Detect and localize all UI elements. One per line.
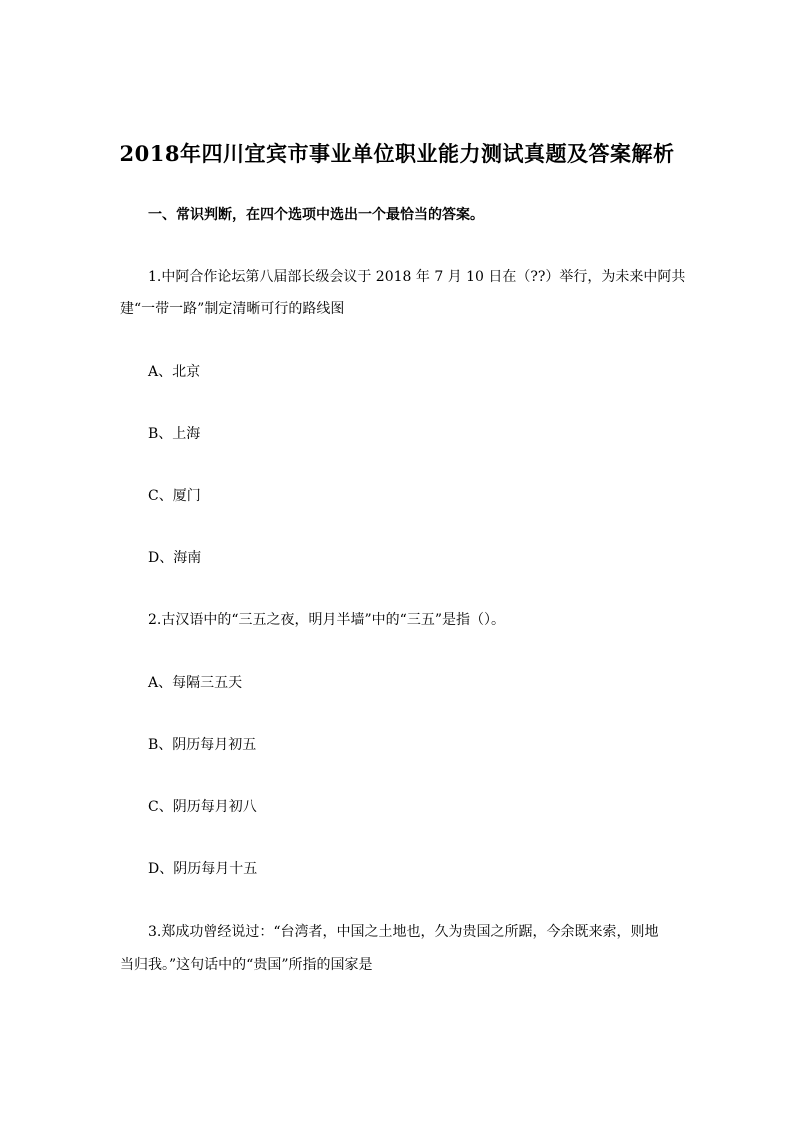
- question-3-text: 3.郑成功曾经说过：“台湾者，中国之土地也，久为贵国之所踞，今余既来索，则地: [148, 924, 659, 940]
- question-2-text: 2.古汉语中的“三五之夜，明月半墙”中的“三五”是指（）。: [148, 612, 505, 628]
- question-1-option-d: D、海南: [148, 550, 202, 566]
- question-1-option-a: A、北京: [148, 364, 201, 380]
- question-2-option-c: C、阴历每月初八: [148, 799, 257, 815]
- question-2-option-b: B、阴历每月初五: [148, 737, 257, 753]
- section-heading: 一、常识判断，在四个选项中选出一个最恰当的答案。: [148, 207, 484, 223]
- question-1-text: 1.中阿合作论坛第八届部长级会议于 2018 年 7 月 10 日在（??）举行，为未来中阿共: [148, 269, 686, 285]
- question-2-option-a: A、每隔三五天: [148, 675, 243, 691]
- page-title: 2018年四川宜宾市事业单位职业能力测试真题及答案解析: [119, 141, 675, 166]
- question-1-option-c: C、厦门: [148, 488, 201, 504]
- question-1-option-b: B、上海: [148, 426, 201, 442]
- question-1-text-continued: 建“一带一路”制定清晰可行的路线图: [120, 301, 345, 317]
- question-2-option-d: D、阴历每月十五: [148, 861, 258, 877]
- question-3-text-continued: 当归我。”这句话中的“贵国”所指的国家是: [120, 957, 373, 973]
